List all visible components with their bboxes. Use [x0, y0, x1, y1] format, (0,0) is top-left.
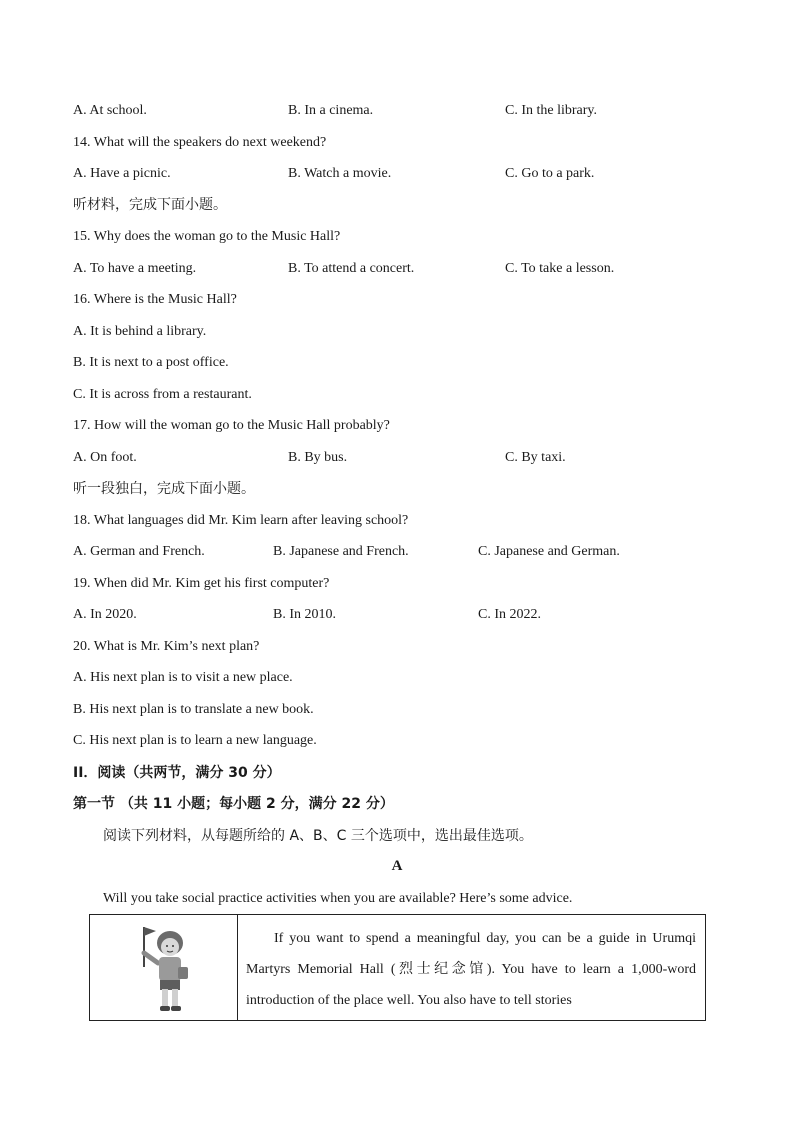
q14-option-b: B. Watch a movie.: [288, 166, 392, 181]
q18-option-b: B. Japanese and French.: [273, 544, 409, 559]
passage-intro: Will you take social practice activities when you are available? Here’s some advice.: [103, 891, 573, 906]
q16-stem: 16. Where is the Music Hall?: [73, 292, 237, 307]
q17-option-c: C. By taxi.: [505, 450, 566, 465]
q17-option-b: B. By bus.: [288, 450, 348, 465]
q18-option-c: C. Japanese and German.: [478, 544, 620, 559]
advice-paragraph: If you want to spend a meaningful day, you can be a guide in Urumqi Martyrs Memorial Hall (烈士纪念馆). You have to learn a 1,000-word introduction of the place well. You also have to tell stories: [246, 931, 696, 1008]
advice-table: [89, 914, 706, 1021]
q15-option-b: B. To attend a concert.: [288, 261, 415, 276]
q13-option-a: A. At school.: [73, 103, 147, 118]
section-2-title: II．阅读（共两节，满分 30 分）: [73, 765, 281, 781]
q17-stem: 17. How will the woman go to the Music Hall probably?: [73, 418, 390, 433]
q13-option-c: C. In the library.: [505, 103, 598, 118]
q16-option-a: A. It is behind a library.: [73, 324, 207, 339]
instruction-1: 听材料，完成下面小题。: [73, 197, 227, 213]
q18-option-a: A. German and French.: [73, 544, 205, 559]
advice-cell-text: [246, 923, 696, 1016]
part-1-title: 第一节 （共 11 小题；每小题 2 分，满分 22 分）: [73, 796, 394, 812]
q20-stem: 20. What is Mr. Kim’s next plan?: [73, 639, 260, 654]
q13-option-b: B. In a cinema.: [288, 103, 374, 118]
table-divider: [237, 915, 238, 1020]
q19-option-a: A. In 2020.: [73, 607, 137, 622]
q20-option-c: C. His next plan is to learn a new language.: [73, 733, 317, 748]
q19-option-b: B. In 2010.: [273, 607, 336, 622]
q19-option-c: C. In 2022.: [478, 607, 541, 622]
q16-option-b: B. It is next to a post office.: [73, 355, 229, 370]
q19-stem: 19. When did Mr. Kim get his first computer?: [73, 576, 330, 591]
q15-option-a: A. To have a meeting.: [73, 261, 197, 276]
q14-stem: 14. What will the speakers do next weekend?: [73, 135, 327, 150]
q20-option-a: A. His next plan is to visit a new place.: [73, 670, 293, 685]
q15-option-c: C. To take a lesson.: [505, 261, 615, 276]
tour-guide-girl-illustration: [130, 923, 200, 1015]
q14-option-a: A. Have a picnic.: [73, 166, 171, 181]
passage-label: A: [391, 858, 403, 874]
q20-option-b: B. His next plan is to translate a new book.: [73, 702, 314, 717]
q15-stem: 15. Why does the woman go to the Music Hall?: [73, 229, 341, 244]
q18-stem: 18. What languages did Mr. Kim learn after leaving school?: [73, 513, 409, 528]
q17-option-a: A. On foot.: [73, 450, 137, 465]
reading-instruction: 阅读下列材料，从每题所给的 A、B、C 三个选项中，选出最佳选项。: [103, 828, 533, 844]
q16-option-c: C. It is across from a restaurant.: [73, 387, 252, 402]
instruction-2: 听一段独白，完成下面小题。: [73, 481, 255, 497]
q14-option-c: C. Go to a park.: [505, 166, 595, 181]
